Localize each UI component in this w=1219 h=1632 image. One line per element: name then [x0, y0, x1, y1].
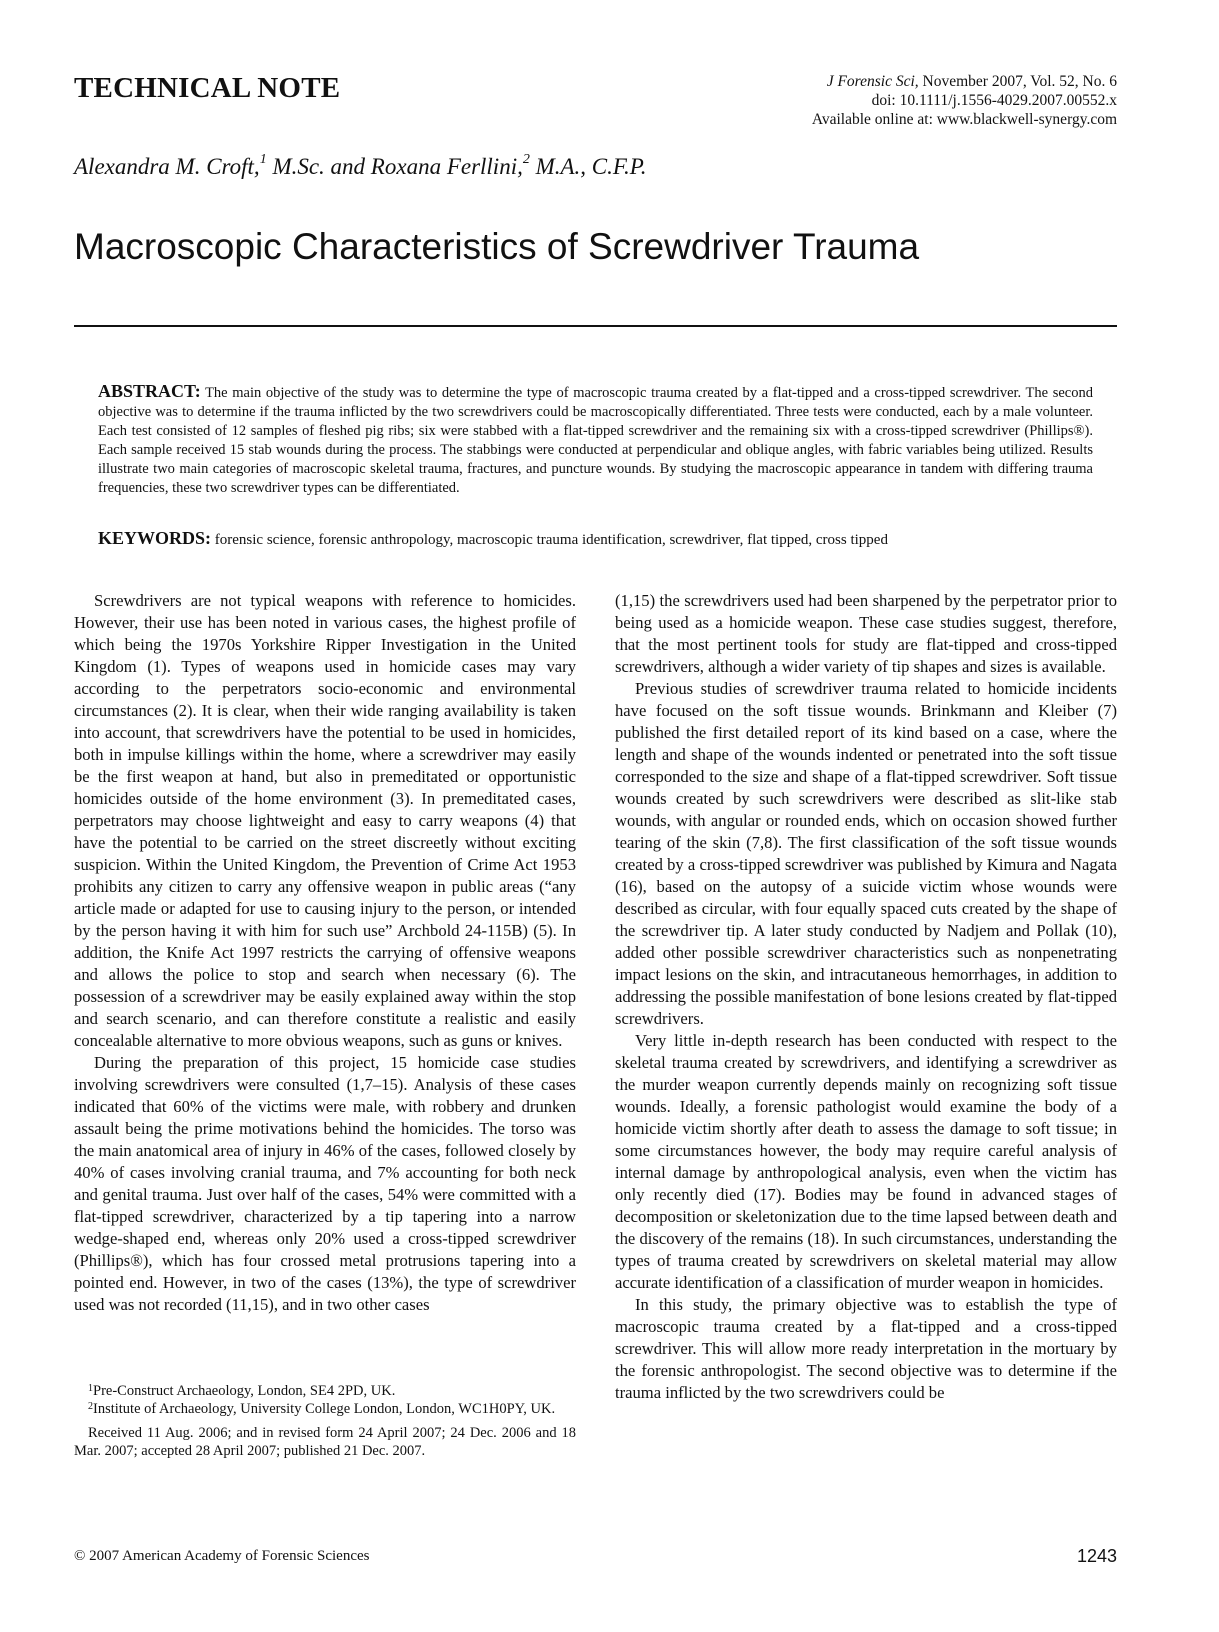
- body-paragraph: Very little in-depth research has been conducted with respect to the skeletal trauma created by screwdrivers, and identifying a screwdriver as the murder weapon currently depends mainly on recognizing soft tissue wounds. Ideally, a forensic pathologist would examine the body of a homicide victim shortly after death to assess the damage to soft tissue; in some circumstances however, the body may require careful analysis of internal damage by anthropological analysis, even when the victim has only recently died (17). Bodies may be found in advanced stages of decomposition or skeletonization due to the time lapsed between death and the discovery of the remains (18). In such circumstances, understanding the types of trauma created by screwdrivers on skeletal material may allow accurate identification of a classification of murder weapon in homicides.: [615, 1031, 1117, 1292]
- author1-name: Alexandra M. Croft,: [74, 154, 260, 179]
- body-left-column: [74, 590, 576, 1316]
- body-paragraph: Screwdrivers are not typical weapons with reference to homicides. However, their use has been noted in various cases, the highest profile of which being the 1970s Yorkshire Ripper Investigation in the United Kingdom (1). Types of weapons used in homicide cases may vary according to the perpetrators socio-economic and environmental circumstances (2). It is clear, when their wide ranging availability is taken into account, that screwdrivers have the potential to be used in homicides, both in impulse killings within the home, where a screwdriver may easily be the first weapon at hand, but also in premeditated or opportunistic homicides outside of the home environment (3). In premeditated cases, perpetrators may choose lightweight and easy to carry weapons (4) that have the potential to be carried on the street discreetly without exciting suspicion. Within the United Kingdom, the Prevention of Crime Act 1953 prohibits any citizen to carry any offensive weapon in public areas (“any article made or adapted for use to causing injury to the person, or intended by the person having it with him for such use” Archbold 24-115B) (5). In addition, the Knife Act 1997 restricts the carrying of offensive weapons and allows the police to stop and search when necessary (6). The possession of a screwdriver may be easily explained away within the stop and search scenario, and can therefore constitute a realistic and easily concealable alternative to more obvious weapons, such as guns or knives.: [74, 591, 576, 1050]
- journal-doi: doi: 10.1111/j.1556-4029.2007.00552.x: [871, 92, 1117, 109]
- footnote-1: [74, 1382, 576, 1400]
- journal-citation: [657, 72, 1117, 91]
- body-paragraph: (1,15) the screwdrivers used had been sharpened by the perpetrator prior to being used as a homicide weapon. These case studies suggest, therefore, that the most pertinent tools for study are flat-tipped and cross-tipped screwdrivers, although a wider variety of tip shapes and sizes is available.: [615, 591, 1117, 676]
- section-label: TECHNICAL NOTE: [74, 72, 341, 104]
- journal-availability: Available online at: www.blackwell-synergy.com: [811, 111, 1117, 128]
- footnotes: [74, 1382, 576, 1460]
- article-title: Macroscopic Characteristics of Screwdriver Trauma: [74, 226, 920, 267]
- author2-degree: M.A., C.F.P.: [529, 154, 647, 179]
- page-number: 1243: [1076, 1546, 1117, 1566]
- footnote-1-text: Pre-Construct Archaeology, London, SE4 2PD, UK.: [93, 1383, 396, 1399]
- journal-info: [657, 72, 1117, 129]
- received-dates: Received 11 Aug. 2006; and in revised form 24 April 2007; 24 Dec. 2006 and 18 Mar. 2007; accepted 28 April 2007; published 21 Dec. 2007.: [74, 1425, 576, 1459]
- footnote-2-text: Institute of Archaeology, University College London, London, WC1H0PY, UK.: [93, 1401, 556, 1417]
- footnote-2-mark: 2: [88, 1401, 93, 1412]
- title-rule: [74, 325, 1117, 327]
- keywords-text: forensic science, forensic anthropology, macroscopic trauma identification, screwdriver, flat tipped, cross tipped: [214, 532, 888, 548]
- body-right-column: [615, 590, 1117, 1404]
- author-line: [74, 154, 647, 180]
- author2-affiliation-mark: 2: [522, 152, 530, 167]
- body-paragraph: In this study, the primary objective was to establish the type of macroscopic trauma created by a flat-tipped and a cross-tipped screwdriver. This will allow more ready interpretation in the mortuary by the forensic anthropologist. The second objective was to determine if the trauma inflicted by the two screwdrivers could be: [615, 1295, 1117, 1402]
- body-paragraph: Previous studies of screwdriver trauma related to homicide incidents have focused on the soft tissue wounds. Brinkmann and Kleiber (7) published the first detailed report of its kind based on a case, where the length and shape of the wounds indented or penetrated into the soft tissue corresponded to the size and shape of a flat-tipped screwdriver. Soft tissue wounds created by such screwdrivers were described as slit-like stab wounds, with angular or rounded ends, which on occasion showed further tearing of the skin (7,8). The first classification of the soft tissue wounds created by a cross-tipped screwdriver was published by Kimura and Nagata (16), based on the autopsy of a suicide victim whose wounds were described as circular, with four equally spaced cuts created by the shape of the screwdriver tip. A later study conducted by Nadjem and Pollak (10), added other possible screwdriver characteristics such as nonpenetrating impact lesions on the skin, and intracutaneous hemorrhages, in addition to addressing the possible manifestation of bone lesions created by flat-tipped screwdrivers.: [615, 679, 1117, 1028]
- keywords: [98, 528, 1098, 549]
- author-degrees-and-second-author: M.Sc. and Roxana Ferllini,: [266, 154, 523, 179]
- journal-name: J Forensic Sci,: [826, 73, 919, 90]
- abstract-text: The main objective of the study was to determine the type of macroscopic trauma created by a flat-tipped and a cross-tipped screwdriver. The second objective was to determine if the trauma inflicted by the two screwdrivers could be macroscopically differentiated. Three tests were conducted, each by a male volunteer. Each test consisted of 12 samples of fleshed pig ribs; six were stabbed with a flat-tipped screwdriver and the remaining six with a cross-tipped screwdriver (Phillips®). Each sample received 15 stab wounds during the process. The stabbings were conducted at perpendicular and oblique angles, with fabric variables being utilized. Results illustrate two main categories of macroscopic skeletal trauma, fractures, and puncture wounds. By studying the macroscopic appearance in tandem with differing trauma frequencies, these two screwdriver types can be differentiated.: [98, 385, 1093, 496]
- footnote-1-mark: 1: [88, 1383, 93, 1394]
- body-paragraph: During the preparation of this project, 15 homicide case studies involving screwdrivers were consulted (1,7–15). Analysis of these cases indicated that 60% of the victims were male, with robbery and drunken assault being the prime motivations behind the homicides. The torso was the main anatomical area of injury in 46% of the cases, followed closely by 40% of cases involving cranial trauma, and 7% accounting for both neck and genital trauma. Just over half of the cases, 54% were committed with a flat-tipped screwdriver, characterized by a tip tapering into a narrow wedge-shaped end, whereas only 20% used a cross-tipped screwdriver (Phillips®), which has four crossed metal protrusions tapering into a pointed end. However, in two of the cases (13%), the type of screwdriver used was not recorded (11,15), and in two other cases: [74, 1053, 576, 1314]
- keywords-label: KEYWORDS:: [98, 528, 212, 548]
- abstract: [98, 382, 1093, 498]
- copyright: © 2007 American Academy of Forensic Sciences: [74, 1548, 370, 1564]
- abstract-label: ABSTRACT:: [98, 381, 201, 401]
- journal-issue: November 2007, Vol. 52, No. 6: [922, 73, 1117, 90]
- footnote-2: [74, 1400, 576, 1418]
- author1-affiliation-mark: 1: [259, 152, 267, 167]
